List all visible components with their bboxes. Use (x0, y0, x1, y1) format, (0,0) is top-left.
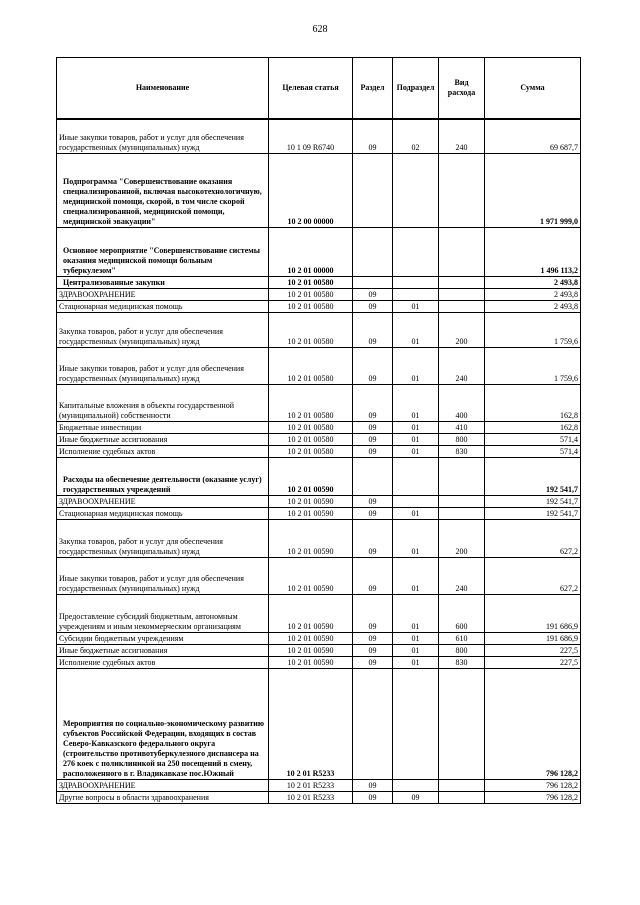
cell-sum: 191 686,9 (485, 594, 581, 632)
cell-target-code: 10 2 01 00590 (269, 594, 353, 632)
cell-name: Стационарная медицинская помощь (57, 300, 269, 312)
table-row (57, 644, 581, 656)
table-row (57, 433, 581, 445)
cell-expense-kind: 240 (439, 557, 485, 594)
header-subsection: Подраздел (393, 58, 439, 120)
cell-name: Бюджетные инвестиции (57, 421, 269, 433)
cell-subsection (393, 779, 439, 791)
cell-target-code: 10 2 01 00590 (269, 656, 353, 668)
cell-name: Закупка товаров, работ и услуг для обеспечения государственных (муниципальных) нужд (57, 519, 269, 557)
table-row (57, 276, 581, 288)
cell-target-code: 10 2 01 00590 (269, 507, 353, 519)
cell-name: Основное мероприятие "Совершенствование системы оказания медицинской помощи больным туберкулезом" (57, 227, 269, 276)
table-row (57, 421, 581, 433)
cell-target-code: 10 2 00 00000 (269, 153, 353, 227)
cell-subsection: 01 (393, 421, 439, 433)
cell-expense-kind (439, 153, 485, 227)
cell-section: 09 (353, 300, 393, 312)
cell-section: 09 (353, 507, 393, 519)
cell-subsection: 01 (393, 300, 439, 312)
cell-subsection: 01 (393, 347, 439, 384)
cell-target-code: 10 2 01 00000 (269, 227, 353, 276)
cell-expense-kind (439, 779, 485, 791)
cell-expense-kind (439, 495, 485, 507)
cell-sum: 192 541,7 (485, 507, 581, 519)
cell-target-code: 10 2 01 00580 (269, 276, 353, 288)
cell-target-code: 10 2 01 00580 (269, 433, 353, 445)
cell-expense-kind (439, 276, 485, 288)
cell-name: Иные бюджетные ассигнования (57, 644, 269, 656)
table-row (57, 668, 581, 779)
header-section: Раздел (353, 58, 393, 120)
cell-name: Иные закупки товаров, работ и услуг для обеспечения государственных (муниципальных) нужд (57, 119, 269, 153)
cell-sum: 796 128,2 (485, 668, 581, 779)
table-row (57, 300, 581, 312)
cell-sum: 571,4 (485, 445, 581, 457)
cell-expense-kind (439, 300, 485, 312)
cell-subsection (393, 288, 439, 300)
cell-name: Стационарная медицинская помощь (57, 507, 269, 519)
cell-subsection (393, 668, 439, 779)
cell-target-code: 10 2 01 00580 (269, 421, 353, 433)
cell-sum: 69 687,7 (485, 119, 581, 153)
cell-subsection: 01 (393, 557, 439, 594)
cell-sum: 627,2 (485, 519, 581, 557)
cell-name: Закупка товаров, работ и услуг для обеспечения государственных (муниципальных) нужд (57, 312, 269, 347)
cell-target-code: 10 2 01 R5233 (269, 668, 353, 779)
header-name: Наименование (57, 58, 269, 120)
cell-section: 09 (353, 445, 393, 457)
cell-sum: 2 493,8 (485, 300, 581, 312)
cell-subsection: 02 (393, 119, 439, 153)
cell-name: Расходы на обеспечение деятельности (оказание услуг) государственных учреждений (57, 457, 269, 495)
header-code: Целевая статья (269, 58, 353, 120)
table-row (57, 594, 581, 632)
cell-section: 09 (353, 433, 393, 445)
cell-subsection (393, 153, 439, 227)
table-row (57, 227, 581, 276)
table-row (57, 495, 581, 507)
cell-expense-kind: 240 (439, 347, 485, 384)
cell-expense-kind: 610 (439, 632, 485, 644)
cell-subsection (393, 227, 439, 276)
cell-sum: 1 496 113,2 (485, 227, 581, 276)
cell-subsection: 01 (393, 632, 439, 644)
cell-sum: 2 493,8 (485, 276, 581, 288)
cell-sum: 192 541,7 (485, 495, 581, 507)
table-row (57, 507, 581, 519)
cell-name: Капитальные вложения в объекты государственной (муниципальной) собственности (57, 384, 269, 421)
cell-target-code: 10 2 01 00580 (269, 384, 353, 421)
cell-sum: 162,8 (485, 384, 581, 421)
cell-section (353, 668, 393, 779)
cell-target-code: 10 2 01 00590 (269, 519, 353, 557)
table-row (57, 119, 581, 153)
cell-section: 09 (353, 644, 393, 656)
cell-sum: 1 759,6 (485, 347, 581, 384)
cell-sum: 192 541,7 (485, 457, 581, 495)
cell-section: 09 (353, 594, 393, 632)
table-row (57, 312, 581, 347)
cell-sum: 2 493,8 (485, 288, 581, 300)
cell-name: Другие вопросы в области здравоохранения (57, 791, 269, 803)
cell-target-code: 10 2 01 00580 (269, 288, 353, 300)
cell-section: 09 (353, 495, 393, 507)
cell-target-code: 10 2 01 00590 (269, 457, 353, 495)
cell-subsection: 01 (393, 384, 439, 421)
cell-sum: 227,5 (485, 656, 581, 668)
cell-expense-kind (439, 288, 485, 300)
cell-name: Подпрограмма "Совершенствование оказания специализированной, включая высокотехнологичную, медицинской помощи, скорой, в том числе скорой специализированной, медицинской помощи, медицинской эвакуации" (57, 153, 269, 227)
page-number: 628 (312, 24, 328, 35)
cell-section: 09 (353, 288, 393, 300)
cell-sum: 571,4 (485, 433, 581, 445)
table-row (57, 347, 581, 384)
cell-target-code: 10 2 01 00590 (269, 495, 353, 507)
table-row (57, 557, 581, 594)
cell-expense-kind (439, 791, 485, 803)
cell-subsection: 01 (393, 312, 439, 347)
cell-name: ЗДРАВООХРАНЕНИЕ (57, 495, 269, 507)
cell-section (353, 457, 393, 495)
cell-name: Исполнение судебных актов (57, 445, 269, 457)
cell-expense-kind: 600 (439, 594, 485, 632)
cell-name: Исполнение судебных актов (57, 656, 269, 668)
cell-subsection: 01 (393, 519, 439, 557)
cell-name: Иные бюджетные ассигнования (57, 433, 269, 445)
cell-section: 09 (353, 656, 393, 668)
table-row (57, 656, 581, 668)
cell-section: 09 (353, 779, 393, 791)
cell-target-code: 10 2 01 00590 (269, 557, 353, 594)
cell-expense-kind: 400 (439, 384, 485, 421)
cell-target-code: 10 2 01 R5233 (269, 791, 353, 803)
cell-section: 09 (353, 791, 393, 803)
cell-section: 09 (353, 632, 393, 644)
cell-name: ЗДРАВООХРАНЕНИЕ (57, 779, 269, 791)
cell-section: 09 (353, 557, 393, 594)
cell-section: 09 (353, 119, 393, 153)
cell-target-code: 10 2 01 00590 (269, 644, 353, 656)
cell-name: Иные закупки товаров, работ и услуг для обеспечения государственных (муниципальных) нужд (57, 557, 269, 594)
table-header-row (57, 58, 581, 120)
cell-section: 09 (353, 384, 393, 421)
cell-sum: 1 971 999,0 (485, 153, 581, 227)
cell-expense-kind: 830 (439, 445, 485, 457)
cell-section: 09 (353, 519, 393, 557)
cell-target-code: 10 1 09 R6740 (269, 119, 353, 153)
cell-subsection (393, 276, 439, 288)
cell-subsection: 01 (393, 594, 439, 632)
cell-name: Предоставление субсидий бюджетным, автономным учреждениям и иным некоммерческим организациям (57, 594, 269, 632)
table-row (57, 779, 581, 791)
cell-target-code: 10 2 01 00580 (269, 300, 353, 312)
cell-expense-kind: 830 (439, 656, 485, 668)
cell-target-code: 10 2 01 00580 (269, 312, 353, 347)
cell-section (353, 153, 393, 227)
table-row (57, 457, 581, 495)
cell-subsection: 01 (393, 644, 439, 656)
cell-expense-kind (439, 457, 485, 495)
cell-expense-kind: 240 (439, 119, 485, 153)
cell-section (353, 276, 393, 288)
cell-section (353, 227, 393, 276)
table-row (57, 519, 581, 557)
cell-sum: 191 686,9 (485, 632, 581, 644)
budget-table (56, 57, 581, 804)
cell-target-code: 10 2 01 00590 (269, 632, 353, 644)
cell-expense-kind (439, 668, 485, 779)
cell-subsection: 01 (393, 445, 439, 457)
cell-subsection: 01 (393, 433, 439, 445)
cell-sum: 227,5 (485, 644, 581, 656)
cell-expense-kind (439, 507, 485, 519)
cell-sum: 162,8 (485, 421, 581, 433)
cell-sum: 627,2 (485, 557, 581, 594)
cell-subsection: 01 (393, 507, 439, 519)
cell-expense-kind: 800 (439, 644, 485, 656)
cell-expense-kind: 410 (439, 421, 485, 433)
cell-subsection (393, 495, 439, 507)
cell-name: ЗДРАВООХРАНЕНИЕ (57, 288, 269, 300)
cell-name: Мероприятия по социально-экономическому развитию субъектов Российской Федерации, входящих в состав Северо-Кавказского федерального округа (строительство противотуберкулезного диспансера на 276 коек с поликлиникой на 250 посещений в смену, расположенного в г. Владикавказе пос.Южный (57, 668, 269, 779)
cell-section: 09 (353, 421, 393, 433)
table-row (57, 288, 581, 300)
cell-name: Иные закупки товаров, работ и услуг для обеспечения государственных (муниципальных) нужд (57, 347, 269, 384)
cell-subsection: 09 (393, 791, 439, 803)
header-kind: Вид расхода (439, 58, 485, 120)
table-row (57, 384, 581, 421)
header-sum: Сумма (485, 58, 581, 120)
table-row (57, 445, 581, 457)
table-row (57, 791, 581, 803)
cell-expense-kind: 800 (439, 433, 485, 445)
cell-expense-kind: 200 (439, 519, 485, 557)
cell-name: Централизованные закупки (57, 276, 269, 288)
table-body (57, 119, 581, 803)
cell-subsection: 01 (393, 656, 439, 668)
cell-sum: 1 759,6 (485, 312, 581, 347)
table-row (57, 632, 581, 644)
cell-sum: 796 128,2 (485, 779, 581, 791)
cell-target-code: 10 2 01 R5233 (269, 779, 353, 791)
cell-target-code: 10 2 01 00580 (269, 445, 353, 457)
cell-sum: 796 128,2 (485, 791, 581, 803)
cell-section: 09 (353, 312, 393, 347)
cell-subsection (393, 457, 439, 495)
cell-section: 09 (353, 347, 393, 384)
cell-name: Субсидии бюджетным учреждениям (57, 632, 269, 644)
cell-expense-kind: 200 (439, 312, 485, 347)
cell-target-code: 10 2 01 00580 (269, 347, 353, 384)
table-row (57, 153, 581, 227)
cell-expense-kind (439, 227, 485, 276)
